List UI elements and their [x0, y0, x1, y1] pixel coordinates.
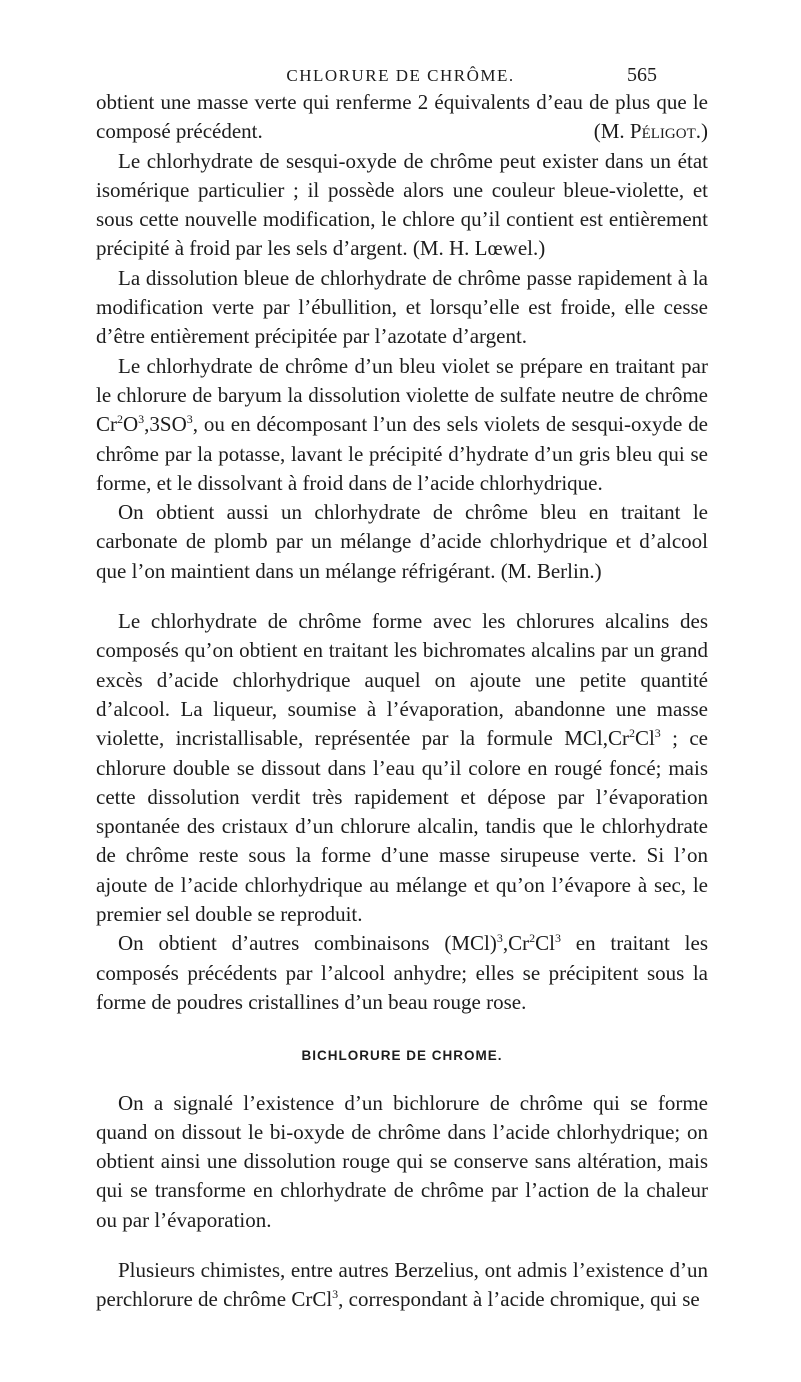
paragraph	[96, 1256, 708, 1315]
section-heading: BICHLORURE DE CHROME.	[301, 1048, 503, 1064]
paragraph: Le chlorhydrate de sesqui-oxyde de chrôme peut exister dans un état isomérique particulier ; il possède alors une couleur bleue-violette, et sous cette nouvelle modification, le chlore qu’il contient est entièrement précipité à froid par les sels d’argent. (M. H. Lœwel.)	[96, 148, 708, 261]
paragraph-text: Plusieurs chimistes, entre autres Berzelius, ont admis l’existence d’un perchlorure de chrôme	[96, 1257, 708, 1312]
chemical-formula: MCl,Cr$^2$Cl$^3$	[564, 726, 661, 751]
paragraph-text: , correspondant à l’acide chromique, qui se	[338, 1287, 700, 1312]
paragraph	[96, 929, 708, 1017]
chemical-formula: $Cr^2O^3,3SO^3$	[96, 412, 193, 437]
page-body	[96, 88, 708, 1315]
running-head: CHLORURE DE CHRÔME.	[286, 66, 515, 85]
paragraph: On a signalé l’existence d’un bichlorure de chrôme qui se forme quand on dissout le bi-oxyde de chrôme dans l’acide chlorhydrique; on obtient ainsi une dissolution rouge qui se conserve sans altération, mais qui se transforme en chlorhydrate de chrôme par l’action de la chaleur ou par l’évaporation.	[96, 1090, 708, 1232]
paragraph-text: , ou en décomposant l’un des sels violets de sesqui-oxyde de chrôme par la potasse, lavant le précipité d’hydrate d’un gris bleu qui se forme, et le dissolvant à froid dans de l’acide chlorhydrique.	[96, 412, 708, 495]
chemical-formula: CrCl$^3$	[291, 1287, 339, 1312]
paragraph	[96, 352, 708, 498]
paragraph-text: ; ce chlorure double se dissout dans l’eau qu’il colore en rougé foncé; mais cette dissolution verdit très rapidement et dépose par l’évaporation spontanée des cristaux d’un chlorure alcalin, tandis que le chlorhydrate de chrôme reste sous la forme d’une masse sirupeuse verte. Si l’on ajoute de l’acide chlorhydrique au mélange et qu’on l’évapore à sec, le premier sel double se reproduit.	[96, 726, 709, 927]
paragraph	[96, 607, 708, 929]
paragraph-text: obtient une masse verte qui renferme 2 équivalents d’eau de plus que le composé précédent.	[96, 90, 708, 144]
paragraph-text: en traitant les composés précédents par l’alcool anhydre; elles se précipitent sous la forme de poudres cristallines d’un beau rouge rose.	[96, 931, 708, 1014]
paragraph	[96, 88, 708, 147]
chemical-formula: (MCl)$^3$,Cr$^2$Cl$^3$	[444, 931, 561, 956]
paragraph-text: On obtient d’autres combinaisons	[118, 931, 445, 956]
paragraph-text: Le chlorhydrate de chrôme d’un bleu violet se prépare en traitant par le chlorure de baryum la dissolution violette de sulfate neutre de chrôme	[96, 353, 708, 407]
page-number: 565	[627, 64, 657, 86]
paragraph-text: Le chlorhydrate de chrôme forme avec les chlorures alcalins des composés qu’on obtient en traitant les bichromates alcalins par un grand excès d’acide chlorhydrique auquel on ajoute une petite quantité d’alcool. La liqueur, soumise à l’évaporation, abandonne une masse violette, incristallisable, représentée par la formule	[96, 609, 708, 751]
attribution: (M. Péligot.)	[593, 119, 708, 144]
paragraph: La dissolution bleue de chlorhydrate de chrôme passe rapidement à la modification verte par l’ébullition, et lorsqu’elle est froide, elle cesse d’être entièrement précipitée par l’azotate d’argent.	[96, 265, 708, 349]
paragraph: On obtient aussi un chlorhydrate de chrôme bleu en traitant le carbonate de plomb par un mélange d’acide chlorhydrique et d’alcool que l’on maintient dans un mélange réfrigérant. (M. Berlin.)	[96, 500, 708, 583]
